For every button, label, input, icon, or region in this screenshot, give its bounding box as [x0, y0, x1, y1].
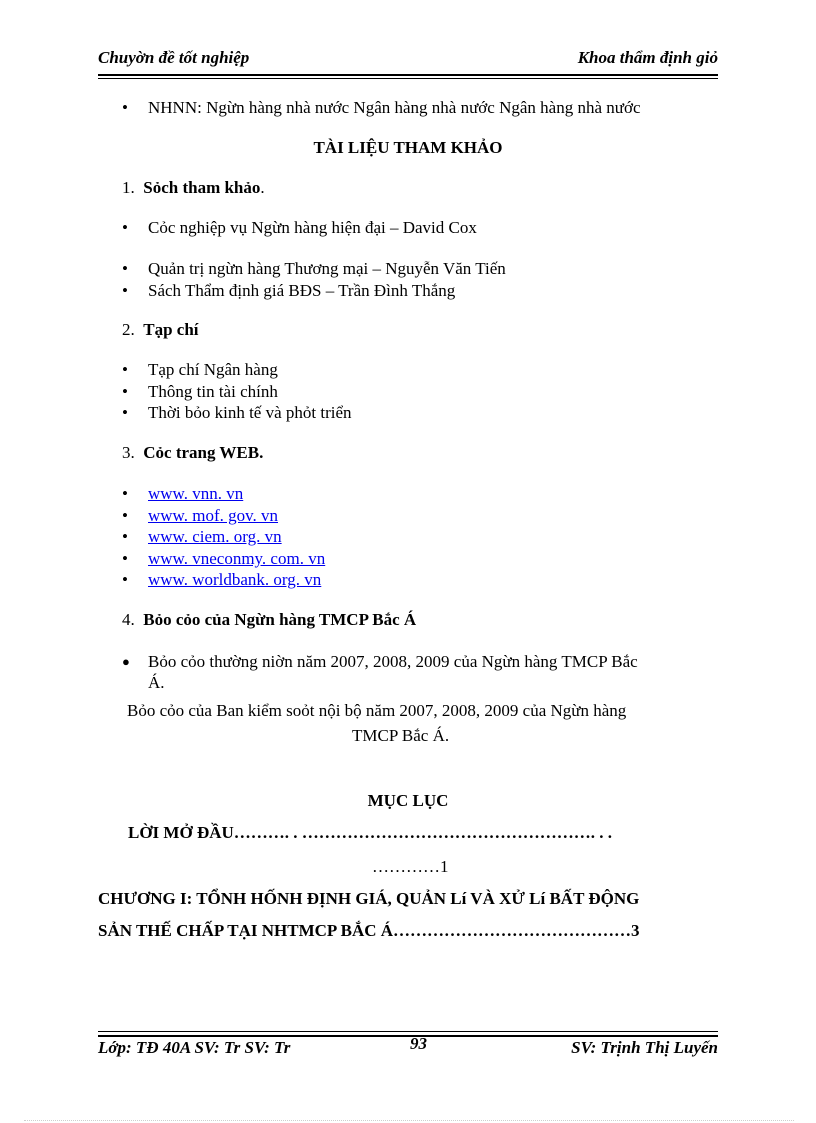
footer-rule-thick [98, 1035, 718, 1037]
section-3-heading [122, 443, 263, 463]
list-item: • Tạp chí Ngân hàng [148, 360, 278, 380]
header-rule-thin [98, 78, 718, 79]
page-boundary [24, 1120, 794, 1121]
section-2-heading [122, 320, 199, 340]
web-link[interactable]: www. ciem. org. vn [148, 527, 282, 546]
header-rule-thick [98, 74, 718, 76]
report-para-line1: Bỏo cỏo của Ban kiểm soỏt nội bộ năm 2007, 2008, 2009 của Ngừn hàng [127, 701, 627, 720]
toc-entry-chapter1-line2: SẢN THẾ CHẤP TẠI NHTMCP BẮC Á……………………………………3 [98, 921, 640, 940]
toc-entry-chapter1-line1: CHƯƠNG I: TỔNH HỐNH ĐỊNH GIÁ, QUẢN Lí VÀ XỬ Lí BẤT ĐỘNG [98, 889, 640, 908]
footer-left: Lớp: TĐ 40A SV: Tr SV: Tr [98, 1038, 291, 1057]
page-header [98, 46, 718, 74]
section-4-heading [122, 610, 416, 630]
footer-rule-thin [98, 1031, 718, 1032]
web-link[interactable]: www. worldbank. org. vn [148, 570, 322, 589]
footer-right: SV: Trịnh Thị Luyến [571, 1038, 718, 1057]
web-link[interactable]: www. mof. gov. vn [148, 506, 279, 525]
list-item: • Sách Thẩm định giá BĐS – Trần Đình Thắng [148, 281, 455, 301]
web-link[interactable]: www. vneconmy. com. vn [148, 549, 326, 568]
web-link-item [148, 570, 321, 590]
section-4-title: Bỏo cỏo của Ngừn hàng TMCP Bắc Á [143, 610, 417, 629]
web-link-item [148, 527, 282, 547]
list-item: • Cỏc nghiệp vụ Ngừn hàng hiện đại – David Cox [148, 218, 477, 238]
page-number: 93 [410, 1034, 427, 1053]
web-link[interactable]: www. vnn. vn [148, 484, 244, 503]
page-footer [98, 1034, 718, 1064]
section-1-title: Sỏch tham khảo [143, 178, 261, 197]
refs-title: TÀI LIỆU THAM KHẢO [313, 138, 503, 157]
section-3-number: 3. [122, 443, 135, 462]
section-2-title: Tạp chí [143, 320, 199, 339]
section-4-number: 4. [122, 610, 135, 629]
header-right: Khoa thẩm định giỏ [577, 48, 718, 67]
list-item: • Quản trị ngừn hàng Thương mại – Nguyễn Văn Tiến [148, 259, 506, 279]
list-item: • Thông tin tài chính [148, 382, 278, 402]
report-item-line1: ● Bỏo cỏo thường niờn năm 2007, 2008, 2009 của Ngừn hàng TMCP Bắc [148, 652, 638, 672]
toc-title: MỤC LỤC [367, 791, 449, 810]
section-1-suffix: . [260, 178, 265, 197]
web-link-item [148, 484, 243, 504]
toc-entry-intro: LỜI MỞ ĐẦU………. . ……………………………………………. . . [128, 823, 613, 842]
web-link-item [148, 506, 278, 526]
section-2-number: 2. [122, 320, 135, 339]
list-item: • Thời bỏo kinh tế và phỏt triển [148, 403, 352, 423]
toc-entry-intro-page: …………1 [372, 857, 449, 876]
report-para-line2: TMCP Bắc Á. [352, 726, 450, 745]
abbrev-item: • NHNN: Ngừn hàng nhà nước Ngân hàng nhà nước Ngân hàng nhà nước [148, 98, 641, 118]
web-link-item [148, 549, 325, 569]
section-3-title: Cỏc trang WEB. [143, 443, 264, 462]
report-item-line2: Á. [148, 673, 165, 692]
section-1-heading [122, 178, 265, 198]
section-1-number: 1. [122, 178, 135, 197]
header-left: Chuyờn đề tốt nghiệp [98, 48, 250, 67]
